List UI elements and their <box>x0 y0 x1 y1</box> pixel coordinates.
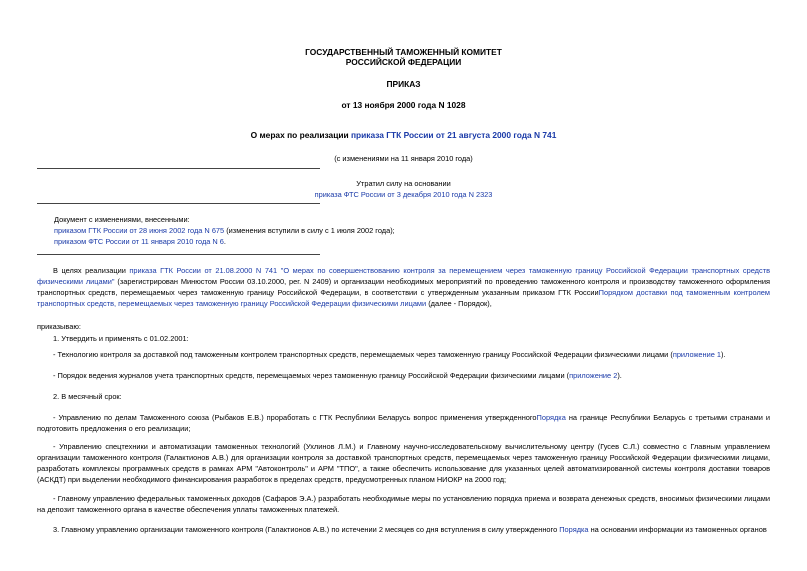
item-1: 1. Утвердить и применять с 01.02.2001: <box>53 334 189 343</box>
changes-item-1 <box>54 225 754 236</box>
item-2a-text-a: - Управлению по делам Таможенного союза (Рыбаков Е.В.) проработать с ГТК Республики Беларусь вопрос применения утвержденного <box>53 413 537 422</box>
expired-note: Утратил силу на основании <box>356 179 451 188</box>
changes-item-2 <box>54 236 754 247</box>
item-3-text-b: на основании информации из таможенных органов <box>588 525 767 534</box>
item-1b <box>37 370 770 381</box>
appendix-1-link[interactable]: приложение 1 <box>672 350 722 359</box>
preamble-text-b: (зарегистрирован Минюстом России 03.10.2000, рег. N 2409) и организации необходимых мероприятий по проведению таможенного контроля и производству таможенного оформления транспортных средств, перемещаемых через таможенную границу Российской Федерации, в соответствии с утвержденным указанным приказом ГТК России <box>37 277 771 298</box>
order-741-link[interactable]: приказа ГТК России от 21.08.2000 N 741 "О мерах по совершенствованию контроля за перемещением через таможенную границу Российской Федерации транспортных средств физическими лицами" <box>37 266 770 287</box>
expired-link[interactable]: приказа ФТС России от 3 декабря 2010 года N 2323 <box>314 190 493 199</box>
changes-item-2-text: . <box>223 237 226 247</box>
doc-title-prefix: О мерах по реализации <box>250 130 351 140</box>
appendix-2-link[interactable]: приложение 2 <box>569 371 618 380</box>
procedure-link-2[interactable]: Порядка <box>536 413 566 422</box>
item-1a <box>37 349 770 360</box>
item-2a-text-b: на границе Республики Беларусь с третьими странами и подготовить предложения о его реализации; <box>37 413 770 434</box>
procedure-link-3[interactable]: Порядка <box>559 525 589 534</box>
item-3-text-a: 3. Главному управлению организации таможенного контроля (Галактионов А.В.) по истечении 2 месяцев со дня вступления в силу утвержденного <box>53 525 560 534</box>
amendment-note: (с изменениями на 11 января 2010 года) <box>334 154 473 163</box>
item-2c: - Главному управлению федеральных таможенных доходов (Сафаров Э.А.) разработать необходимые меры по установлению порядка приема и возврата денежных средств, вносимых физическими лицами на депозит таможенного органа в качестве обеспечения уплаты таможенных платежей. <box>37 494 770 515</box>
item-2b: - Управлению спецтехники и автоматизации таможенных технологий (Ухлинов Л.М.) и Главному научно-исследовательскому вычислительному центру (Гусев С.Л.) совместно с Главным управлением организации таможенного контроля (Галактионов А.В.) для организации контроля за доставкой транспортных средств, перемещаемых через таможенную границу Российской Федерации физическими лицами, разработать комплексы программных средств в рамках АРМ "Автоконтроль" и АРМ "ТПО", а также обеспечить использование для указанных целей автоматизированной системы контроля доставки товаров (АСКДТ) при выделении необходимого финансирования разработок в пределах средств, предусмотренных планом НИОКР на 2000 год; <box>37 442 770 485</box>
changes-item-2-link[interactable]: приказом ФТС России от 11 января 2010 года N 6 <box>54 237 224 247</box>
changes-item-1-link[interactable]: приказом ГТК России от 28 июня 2002 года N 675 <box>54 226 225 236</box>
item-1b-text-b: ). <box>617 371 622 380</box>
preamble-paragraph <box>37 265 770 309</box>
org-name-line2: РОССИЙСКОЙ ФЕДЕРАЦИИ <box>345 57 462 67</box>
doc-title-link[interactable]: приказа ГТК России от 21 августа 2000 года N 741 <box>350 130 557 140</box>
item-2: 2. В месячный срок: <box>53 392 122 401</box>
divider <box>37 254 320 255</box>
changes-intro: Документ с изменениями, внесенными: <box>54 215 190 224</box>
divider <box>37 203 320 204</box>
item-1a-text-b: ). <box>721 350 726 359</box>
doc-type: ПРИКАЗ <box>386 79 421 89</box>
orders-word: приказываю: <box>37 322 81 331</box>
preamble-text-c: (далее - Порядок), <box>426 299 492 309</box>
doc-title <box>0 130 807 140</box>
changes-list <box>54 214 754 247</box>
item-3 <box>37 524 770 535</box>
item-1a-text-a: - Технологию контроля за доставкой под таможенным контролем транспортных средств, перемещаемых через таможенную границу Российской Федерации физическими лицами ( <box>53 350 673 359</box>
org-name-line1: ГОСУДАРСТВЕННЫЙ ТАМОЖЕННЫЙ КОМИТЕТ <box>305 47 502 57</box>
preamble-text-a: В целях реализации <box>53 266 130 275</box>
changes-item-1-text: (изменения вступили в силу с 1 июля 2002 года); <box>224 226 395 236</box>
procedure-link[interactable]: Порядком доставки под таможенным контролем транспортных средств, перемещаемых через таможенную границу Российской Федерации физическими лицами <box>37 288 770 309</box>
item-1b-text-a: - Порядок ведения журналов учета транспортных средств, перемещаемых через таможенную границу Российской Федерации физическими лицами ( <box>53 371 570 380</box>
doc-date-number: от 13 ноября 2000 года N 1028 <box>341 100 466 110</box>
item-2a <box>37 412 770 434</box>
divider <box>37 168 320 169</box>
